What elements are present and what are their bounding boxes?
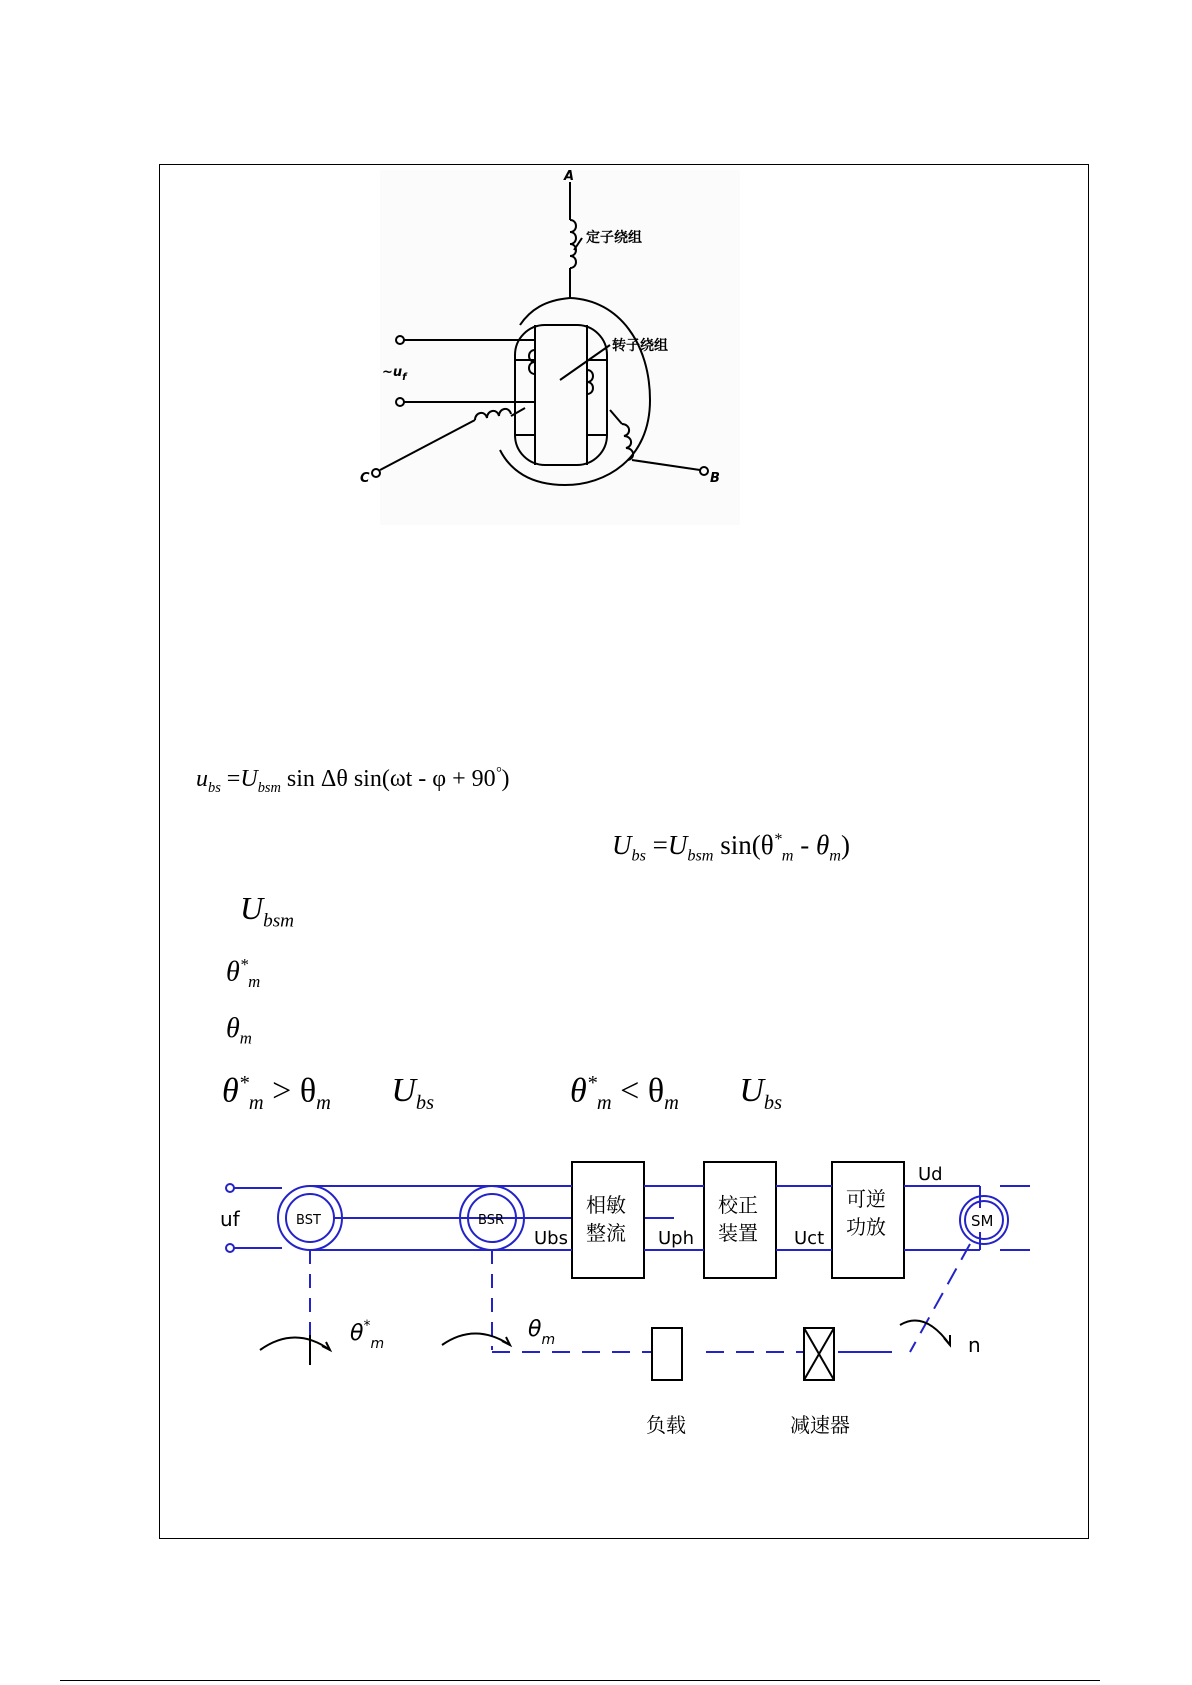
phase-rectifier-block	[572, 1162, 644, 1278]
excitation-label: $\sim u_f$	[382, 365, 407, 383]
uf-terminal-bottom	[396, 398, 404, 406]
block3-line1: 可逆	[846, 1187, 886, 1211]
theta-label: $\theta_m$	[528, 1317, 556, 1348]
load-label: 负载	[646, 1413, 686, 1437]
label-b: B	[710, 471, 720, 486]
stator-winding-label: 定子绕组	[586, 230, 642, 246]
block2-line2: 装置	[718, 1221, 758, 1245]
correction-block	[704, 1162, 776, 1278]
terminal-c	[372, 469, 380, 477]
rotor-winding-label: 转子绕组	[612, 338, 668, 354]
theta-star-label: $\theta^*_m$	[350, 1318, 385, 1352]
uph-label: Uph	[658, 1228, 695, 1249]
footer-rule	[60, 1680, 1100, 1681]
uct-label: Uct	[794, 1228, 825, 1249]
ubs-label: Ubs	[534, 1228, 568, 1249]
uf-label: uf	[220, 1207, 240, 1231]
symbol-theta: $\theta_m$	[226, 1013, 252, 1048]
uf-input-bottom	[226, 1244, 234, 1252]
block2-line1: 校正	[718, 1193, 758, 1217]
block1-line1: 相敏	[586, 1193, 626, 1217]
equation-ubs-amplitude: $U_{bs} =U_{bsm}$ $\sin(\theta^*_m - \theta_m)$	[612, 830, 850, 865]
uf-terminal-top	[396, 336, 404, 344]
symbol-theta-star: $\theta^*_m$	[226, 955, 261, 991]
reducer-label: 减速器	[790, 1413, 850, 1437]
equation-ubs-instant: $u_{bs} =U_{bsm}$ sin Δθ sin(ωt - φ + 90°)	[196, 765, 510, 796]
synchro-winding-diagram	[360, 170, 780, 530]
bsr-label: BSR	[478, 1213, 504, 1228]
bst-rotation-arrow	[260, 1338, 330, 1351]
condition-less: $\theta^*_m < \theta_m$ $U_{bs}$	[570, 1072, 783, 1115]
load-block	[652, 1328, 682, 1380]
figure-background	[380, 170, 740, 525]
ud-label: Ud	[918, 1164, 943, 1185]
symbol-ubsm: $U_{bsm}$	[240, 890, 295, 932]
label-c: C	[360, 471, 370, 486]
terminal-b	[700, 467, 708, 475]
speed-label: n	[968, 1333, 981, 1357]
bsr-rotation-arrow	[442, 1334, 510, 1346]
servo-system-diagram	[210, 1150, 1030, 1460]
uf-input-top	[226, 1184, 234, 1192]
block3-line2: 功放	[846, 1215, 886, 1239]
block1-line2: 整流	[586, 1221, 626, 1245]
motor-label: SM	[971, 1212, 994, 1230]
label-a: A	[564, 170, 575, 184]
condition-greater: $\theta^*_m > \theta_m$ $U_{bs}$	[222, 1072, 435, 1115]
bst-label: BST	[296, 1213, 321, 1228]
